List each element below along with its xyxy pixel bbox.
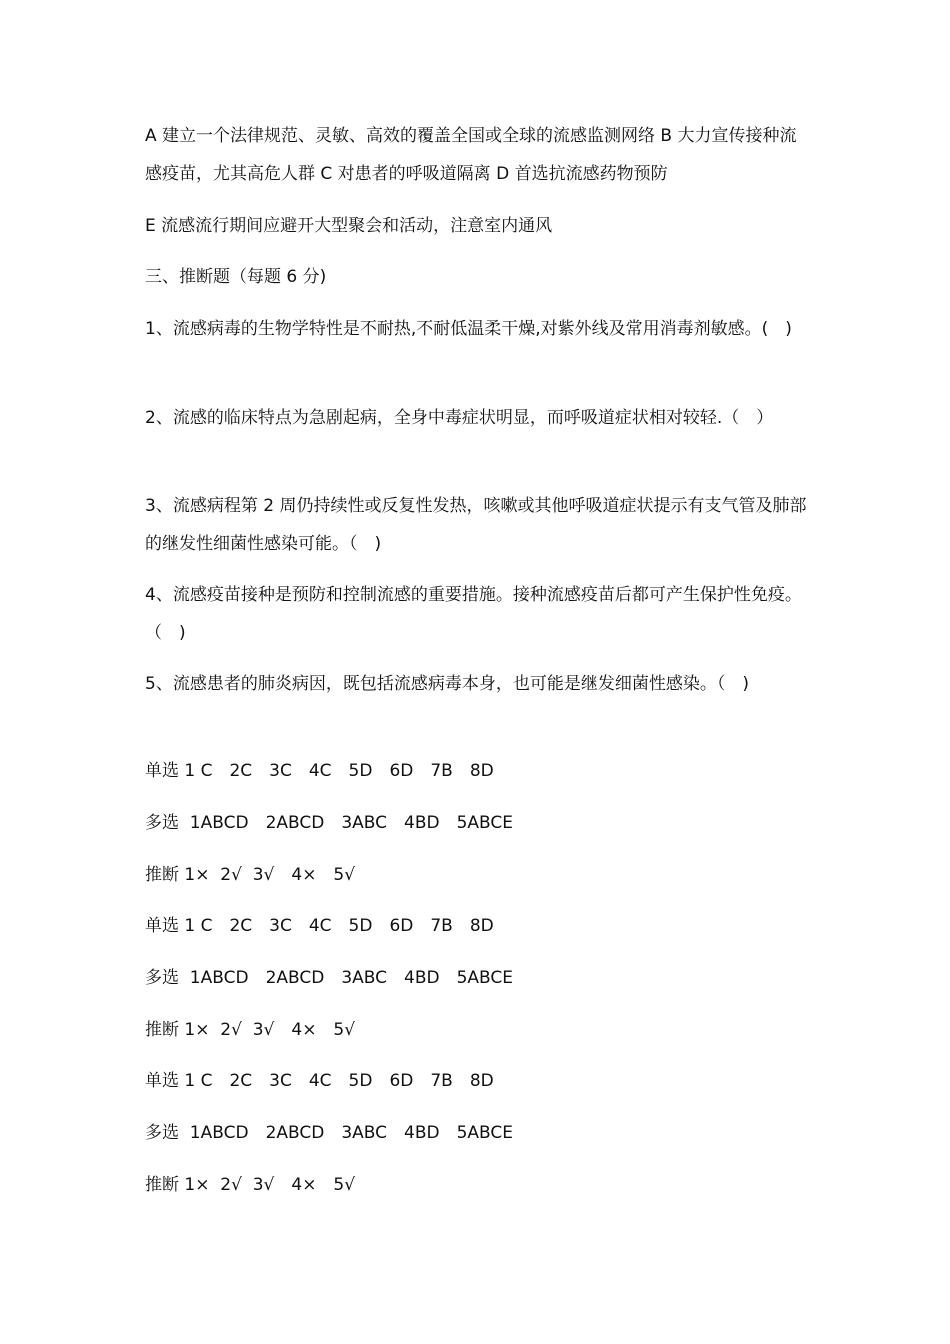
answer-line: 单选 1 C 2C 3C 4C 5D 6D 7B 8D xyxy=(145,1071,494,1091)
answer-line: 多选 1ABCD 2ABCD 3ABC 4BD 5ABCE xyxy=(145,968,514,988)
question-4: 4、流感疫苗接种是预防和控制流感的重要措施。接种流感疫苗后都可产生保护性免疫。（ ) xyxy=(145,585,802,643)
question-5: 5、流感患者的肺炎病因，既包括流感病毒本身，也可能是继发细菌性感染。（ ) xyxy=(145,674,749,694)
answer-line: 推断 1× 2√ 3√ 4× 5√ xyxy=(145,1175,356,1195)
option-line-abcd: A 建立一个法律规范、灵敏、高效的覆盖全国或全球的流感监测网络 B 大力宣传接种流感疫苗，尤其高危人群 C 对患者的呼吸道隔离 D 首选抗流感药物预防 xyxy=(145,126,797,184)
question-1: 1、流感病毒的生物学特性是不耐热,不耐低温柔干燥,对紫外线及常用消毒剂敏感。( ) xyxy=(145,319,792,339)
answer-line: 多选 1ABCD 2ABCD 3ABC 4BD 5ABCE xyxy=(145,1123,514,1143)
question-2: 2、流感的临床特点为急剧起病，全身中毒症状明显，而呼吸道症状相对较轻.（ ） xyxy=(145,408,774,428)
option-line-e: E 流感流行期间应避开大型聚会和活动，注意室内通风 xyxy=(145,216,553,236)
answer-line: 推断 1× 2√ 3√ 4× 5√ xyxy=(145,865,356,885)
answer-line: 推断 1× 2√ 3√ 4× 5√ xyxy=(145,1020,356,1040)
answer-line: 多选 1ABCD 2ABCD 3ABC 4BD 5ABCE xyxy=(145,813,514,833)
question-3: 3、流感病程第 2 周仍持续性或反复性发热，咳嗽或其他呼吸道症状提示有支气管及肺部的继发性细菌性感染可能。（ ) xyxy=(145,496,807,554)
section-heading: 三、推断题（每题 6 分) xyxy=(145,267,327,287)
answer-line: 单选 1 C 2C 3C 4C 5D 6D 7B 8D xyxy=(145,761,494,781)
answer-line: 单选 1 C 2C 3C 4C 5D 6D 7B 8D xyxy=(145,916,494,936)
